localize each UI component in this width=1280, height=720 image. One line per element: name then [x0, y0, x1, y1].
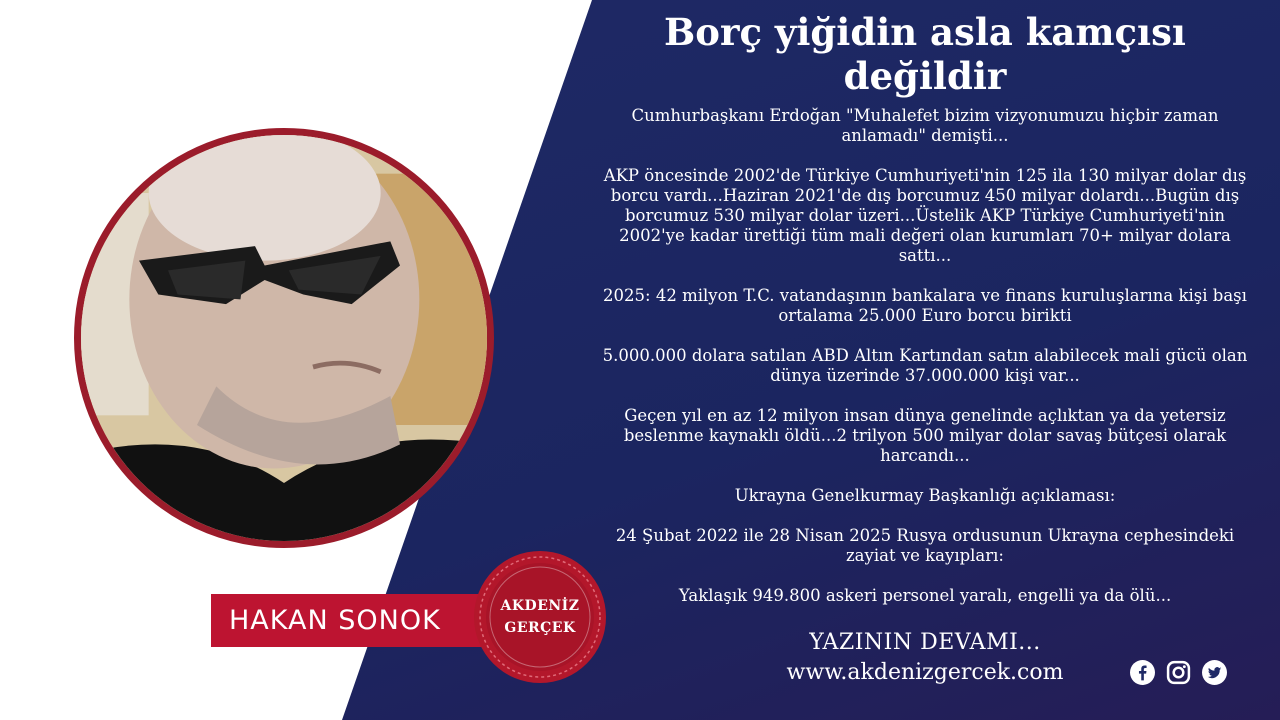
- paragraph-4: 5.000.000 dolara satılan ABD Altın Kartından satın alabilecek mali gücü olan dünya üzerinde 37.000.000 kişi var...: [602, 346, 1248, 385]
- paragraph-3: 2025: 42 milyon T.C. vatandaşının bankalara ve finans kuruluşlarına kişi başı ortalama 25.000 Euro borcu birikti: [603, 286, 1247, 325]
- article-title: Borç yiğidin asla kamçısı değildir: [664, 10, 1186, 98]
- paragraph-2: AKP öncesinde 2002'de Türkiye Cumhuriyeti'nin 125 ila 130 milyar dolar dış borcu vardı...Haziran 2021'de dış borcumuz 450 milyar dolardı...Bugün dış borcumuz 530 milyar dolar üzeri...Üstelik AKP Türkiye Cumhuriyeti'nin 2002'ye kadar ürettiği tüm mali değeri olan kurumları 70+ milyar dolara sattı...: [603, 166, 1247, 265]
- paragraph-7: 24 Şubat 2022 ile 28 Nisan 2025 Rusya ordusunun Ukrayna cephesindeki zayiat ve kayıpları:: [615, 526, 1235, 565]
- seal-line-1: AKDENİZ: [500, 598, 580, 614]
- paragraph-6: Ukrayna Genelkurmay Başkanlığı açıklaması:: [734, 486, 1116, 505]
- author-photo: [81, 135, 487, 541]
- author-portrait: [74, 128, 494, 548]
- article-content: [600, 10, 1250, 688]
- paragraph-8: Yaklaşık 949.800 askeri personel yaralı, engelli ya da ölü...: [678, 586, 1172, 605]
- facebook-icon[interactable]: [1130, 660, 1155, 685]
- paragraph-5: Geçen yıl en az 12 milyon insan dünya genelinde açlıktan ya da yetersiz beslenme kaynaklı öldü...2 trilyon 500 milyar dolar savaş bütçesi olarak harcandı...: [623, 406, 1227, 465]
- seal-line-2: GERÇEK: [504, 620, 576, 636]
- instagram-icon[interactable]: [1166, 660, 1191, 685]
- social-icons: [1130, 660, 1227, 685]
- author-name-banner: [211, 594, 493, 647]
- website-link[interactable]: www.akdenizgercek.com: [786, 660, 1064, 685]
- author-name: HAKAN SONOK: [229, 605, 441, 636]
- twitter-icon[interactable]: [1202, 660, 1227, 685]
- paragraph-1: Cumhurbaşkanı Erdoğan "Muhalefet bizim vizyonumuzu hiçbir zaman anlamadı" demişti...: [631, 106, 1219, 145]
- read-more-label: YAZININ DEVAMI...: [809, 630, 1041, 655]
- akdeniz-gercek-seal: [470, 549, 610, 685]
